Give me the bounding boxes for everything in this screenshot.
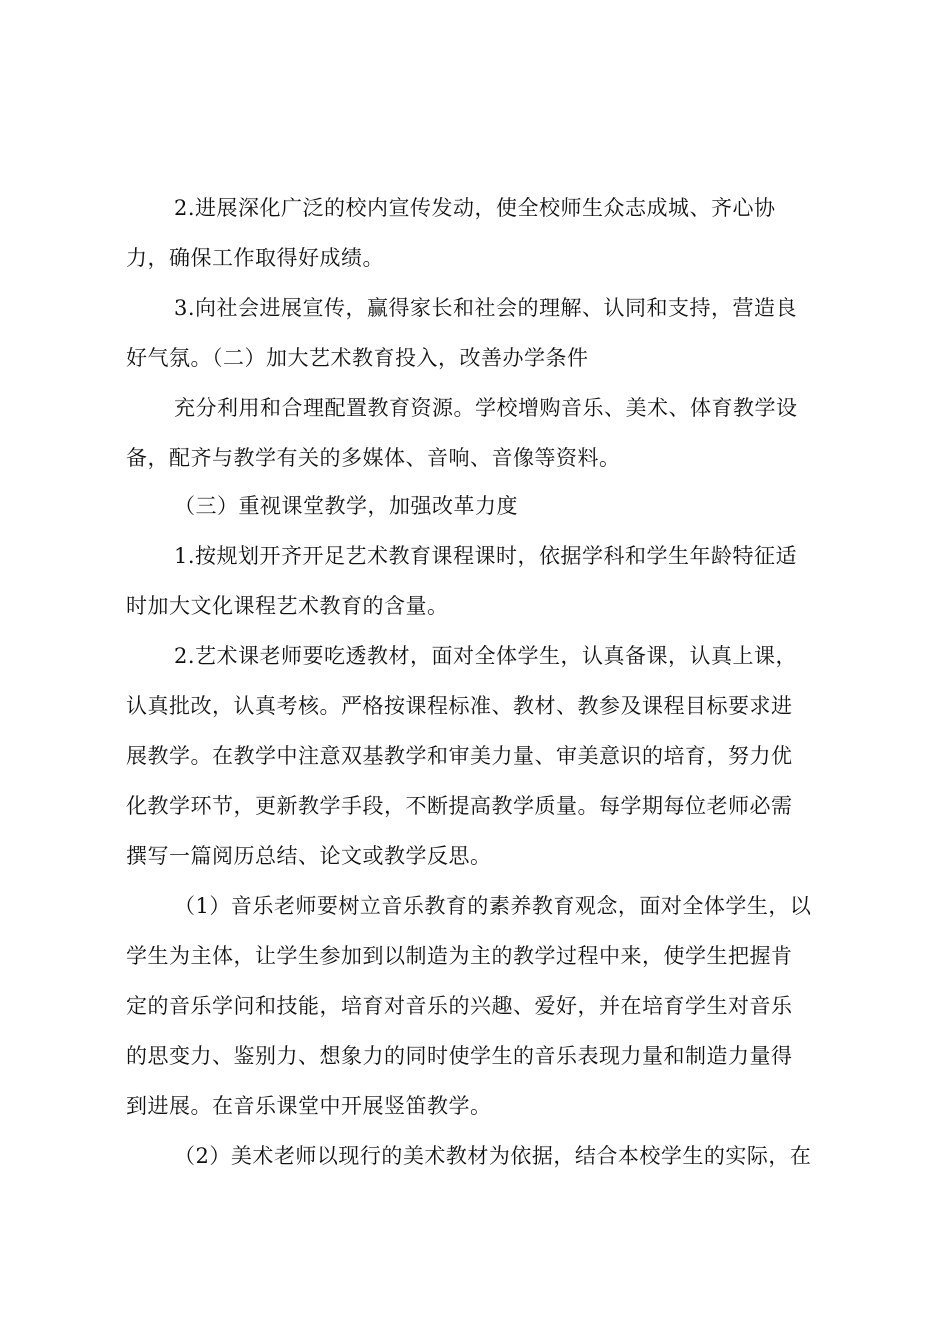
paragraph-3-line-2: 备，配齐与教学有关的多媒体、音响、音像等资料。: [126, 446, 621, 470]
paragraph-6-line-1: 2.艺术课老师要吃透教材，面对全体学生，认真备课，认真上课，: [174, 644, 798, 668]
paragraph-6-line-5: 撰写一篇阅历总结、论文或教学反思。: [126, 844, 492, 868]
paragraph-7-line-1: （1）音乐老师要树立音乐教育的素养教育观念，面对全体学生，以: [174, 894, 812, 918]
paragraph-6-line-4: 化教学环节，更新教学手段，不断提高教学质量。每学期每位老师必需: [126, 794, 793, 818]
paragraph-5-line-1: 1.按规划开齐开足艺术教育课程课时，依据学科和学生年龄特征适: [174, 544, 798, 568]
paragraph-7-line-2: 学生为主体，让学生参加到以制造为主的教学过程中来，使学生把握肯: [126, 944, 793, 968]
section-heading-3: （三）重视课堂教学，加强改革力度: [174, 494, 518, 518]
paragraph-7-line-4: 的思变力、鉴别力、想象力的同时使学生的音乐表现力量和制造力量得: [126, 1044, 793, 1068]
paragraph-6-line-2: 认真批改，认真考核。严格按课程标准、教材、教参及课程目标要求进: [126, 694, 793, 718]
paragraph-6-line-3: 展教学。在教学中注意双基教学和审美力量、审美意识的培育，努力优: [126, 744, 793, 768]
paragraph-1-line-1: 2.进展深化广泛的校内宣传发动，使全校师生众志成城、齐心协: [174, 196, 776, 220]
paragraph-2-line-1: 3.向社会进展宣传，赢得家长和社会的理解、认同和支持，营造良: [174, 296, 798, 320]
paragraph-3-line-1: 充分利用和合理配置教育资源。学校增购音乐、美术、体育教学设: [174, 396, 798, 420]
paragraph-7-line-3: 定的音乐学问和技能，培育对音乐的兴趣、爱好，并在培育学生对音乐: [126, 994, 793, 1018]
paragraph-8-line-1: （2）美术老师以现行的美术教材为依据，结合本校学生的实际，在: [174, 1144, 812, 1168]
paragraph-5-line-2: 时加大文化课程艺术教育的含量。: [126, 594, 449, 618]
paragraph-7-line-5: 到进展。在音乐课堂中开展竖笛教学。: [126, 1094, 492, 1118]
paragraph-2-line-2: 好气氛。（二）加大艺术教育投入，改善办学条件: [126, 346, 589, 370]
paragraph-1-line-2: 力，确保工作取得好成绩。: [126, 246, 384, 270]
